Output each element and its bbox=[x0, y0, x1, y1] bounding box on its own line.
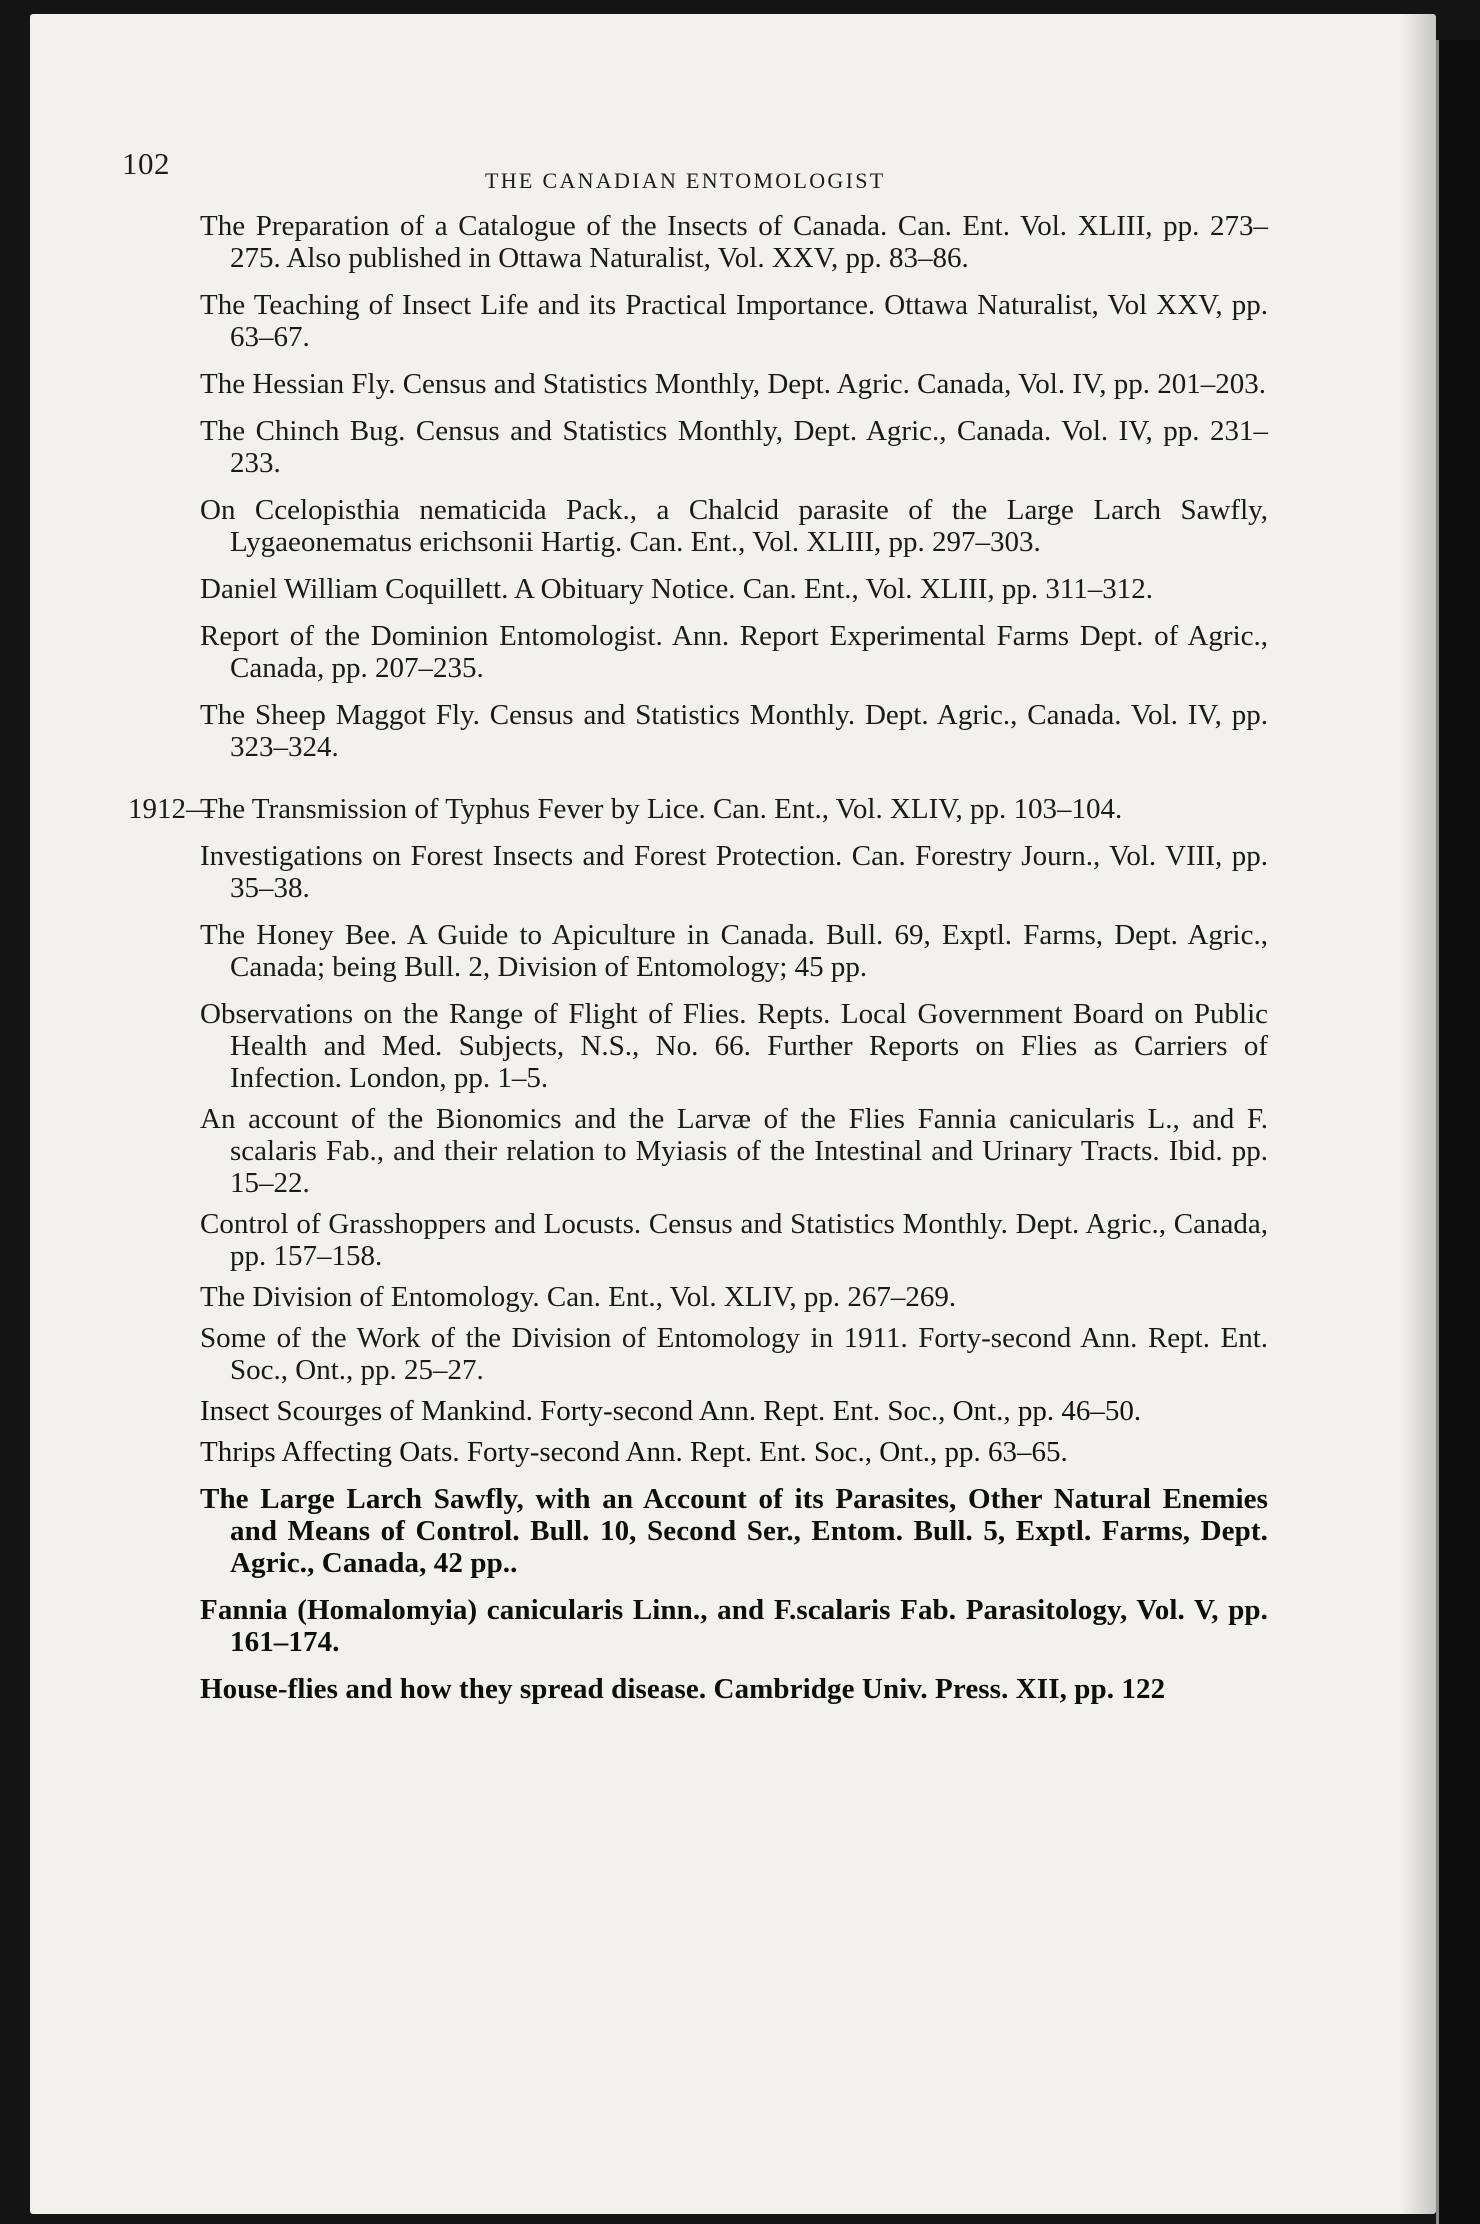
facing-page-edge bbox=[1436, 40, 1480, 2224]
bibliography-entry: Thrips Affecting Oats. Forty-second Ann. Rept. Ent. Soc., Ont., pp. 63–65. bbox=[200, 1436, 1068, 1468]
bibliography-entry: An account of the Bionomics and the Larvæ of the Flies Fannia canicularis L., and F. scalaris Fab., and their relation to Myiasis of the Intestinal and Urinary Tracts. Ibid. pp. 15–22. bbox=[200, 1103, 1268, 1199]
page-gutter-shadow bbox=[1400, 14, 1436, 2214]
bibliography-entry: The Large Larch Sawfly, with an Account of its Parasites, Other Natural Enemies and Means of Control. Bull. 10, Second Ser., Entom. Bull. 5, Exptl. Farms, Dept. Agric., Canada, 42 pp.. bbox=[200, 1483, 1268, 1579]
bibliography-entry: The Hessian Fly. Census and Statistics Monthly, Dept. Agric. Canada, Vol. IV, pp. 201–203. bbox=[200, 368, 1266, 400]
bibliography-entry: The Honey Bee. A Guide to Apiculture in Canada. Bull. 69, Exptl. Farms, Dept. Agric., Canada; being Bull. 2, Division of Entomology; 45 pp. bbox=[200, 919, 1268, 983]
bibliography-entry: The Preparation of a Catalogue of the Insects of Canada. Can. Ent. Vol. XLIII, pp. 273–275. Also published in Ottawa Naturalist, Vol. XXV, pp. 83–86. bbox=[200, 210, 1268, 274]
running-head: THE CANADIAN ENTOMOLOGIST bbox=[485, 168, 886, 193]
bibliography-entry: Investigations on Forest Insects and Forest Protection. Can. Forestry Journ., Vol. VIII, pp. 35–38. bbox=[200, 840, 1268, 904]
bibliography-entry: Fannia (Homalomyia) canicularis Linn., and F.scalaris Fab. Parasitology, Vol. V, pp. 161–174. bbox=[200, 1594, 1268, 1658]
year-label-1912: 1912— bbox=[128, 793, 215, 825]
bibliography-entry: The Chinch Bug. Census and Statistics Monthly, Dept. Agric., Canada. Vol. IV, pp. 231–233. bbox=[200, 415, 1268, 479]
bibliography-entry: The Teaching of Insect Life and its Practical Importance. Ottawa Naturalist, Vol XXV, pp. 63–67. bbox=[200, 289, 1268, 353]
page-number: 102 bbox=[122, 146, 170, 181]
bibliography-entry: Daniel William Coquillett. A Obituary Notice. Can. Ent., Vol. XLIII, pp. 311–312. bbox=[200, 573, 1154, 605]
bibliography-entry: Control of Grasshoppers and Locusts. Census and Statistics Monthly. Dept. Agric., Canada, pp. 157–158. bbox=[200, 1208, 1268, 1272]
bibliography-entry: The Division of Entomology. Can. Ent., Vol. XLIV, pp. 267–269. bbox=[200, 1281, 957, 1313]
bibliography-entry: Some of the Work of the Division of Entomology in 1911. Forty-second Ann. Rept. Ent. Soc., Ont., pp. 25–27. bbox=[200, 1322, 1268, 1386]
bibliography-entry: The Sheep Maggot Fly. Census and Statistics Monthly. Dept. Agric., Canada. Vol. IV, pp. 323–324. bbox=[200, 699, 1268, 763]
bibliography-entry: House-flies and how they spread disease. Cambridge Univ. Press. XII, pp. 122 bbox=[200, 1673, 1166, 1705]
bibliography-entry: Observations on the Range of Flight of Flies. Repts. Local Government Board on Public Health and Med. Subjects, N.S., No. 66. Further Reports on Flies as Carriers of Infection. London, pp. 1–5. bbox=[200, 998, 1268, 1094]
bibliography-entry: On Ccelopisthia nematicida Pack., a Chalcid parasite of the Large Larch Sawfly, Lygaeonematus erichsonii Hartig. Can. Ent., Vol. XLIII, pp. 297–303. bbox=[200, 494, 1268, 558]
bibliography-entry: Report of the Dominion Entomologist. Ann. Report Experimental Farms Dept. of Agric., Canada, pp. 207–235. bbox=[200, 620, 1268, 684]
bibliography-text bbox=[128, 210, 1268, 1720]
bibliography-entry: Insect Scourges of Mankind. Forty-second Ann. Rept. Ent. Soc., Ont., pp. 46–50. bbox=[200, 1395, 1142, 1427]
bibliography-entry-text: The Transmission of Typhus Fever by Lice. Can. Ent., Vol. XLIV, pp. 103–104. bbox=[200, 793, 1123, 825]
year-1912-entry bbox=[128, 793, 1268, 825]
